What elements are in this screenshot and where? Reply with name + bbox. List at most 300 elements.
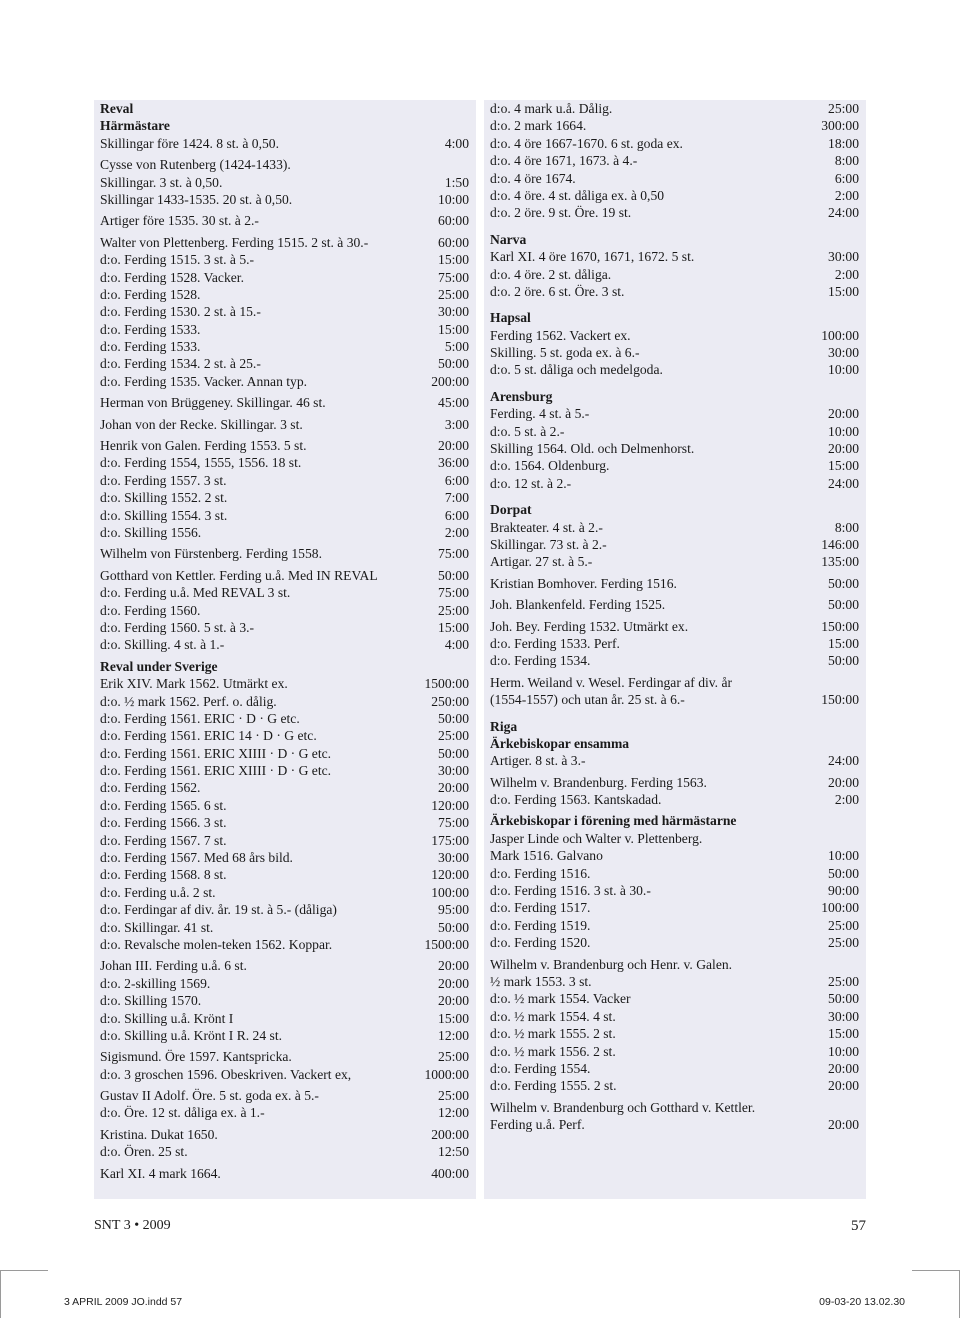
- list-item: [100, 394, 470, 411]
- list-item: [100, 156, 470, 173]
- item-description: d:o. Ferding 1516.: [490, 865, 591, 881]
- item-description: d:o. Ferding 1528.: [100, 286, 201, 302]
- item-description: Wilhelm v. Brandenburg och Gotthard v. Kettler.: [490, 1099, 756, 1115]
- item-description: d:o. Ferding 1561. ERIC XIIII · D · G etc.: [100, 763, 332, 779]
- item-description: d:o. ½ mark 1554. Vacker: [490, 991, 631, 1007]
- item-price: 25:00: [438, 1088, 469, 1104]
- item-description: d:o. Skillingar. 41 st.: [100, 919, 214, 935]
- item-price: 75:00: [438, 585, 469, 601]
- section-heading: Ärkebiskopar ensamma: [490, 735, 630, 751]
- item-description: d:o. Ferding u.å. 2 st.: [100, 884, 216, 900]
- item-description: Erik XIV. Mark 1562. Utmärkt ex.: [100, 676, 288, 692]
- list-item: [100, 1126, 470, 1143]
- list-item: [100, 269, 470, 286]
- section-heading: Härmästare: [100, 118, 170, 134]
- list-item: [490, 170, 860, 187]
- item-description: d:o. Ferding 1561. ERIC 14 · D · G etc.: [100, 728, 317, 744]
- list-item: [490, 774, 860, 791]
- item-price: 15:00: [828, 635, 859, 651]
- slug-filename: 3 APRIL 2009 JO.indd 57: [64, 1296, 183, 1308]
- item-price: 20:00: [828, 1117, 859, 1133]
- item-description: Kristian Bomhover. Ferding 1516.: [490, 575, 677, 591]
- item-description: Herman von Brüggeney. Skillingar. 46 st.: [100, 395, 326, 411]
- list-item: [490, 934, 860, 951]
- item-description: d:o. Ferding 1515. 3 st. à 5.-: [100, 252, 255, 268]
- item-description: d:o. Skilling 1570.: [100, 993, 202, 1009]
- item-price: 250:00: [431, 693, 469, 709]
- item-price: 20:00: [438, 958, 469, 974]
- spacer: [490, 300, 860, 309]
- item-description: d:o. Ören. 25 st.: [100, 1144, 188, 1160]
- crop-mark: [0, 1270, 48, 1271]
- item-price: 8:00: [834, 153, 859, 169]
- item-description: Skillingar före 1424. 8 st. à 0,50.: [100, 135, 279, 151]
- item-description: Karl XI. 4 mark 1664.: [100, 1165, 221, 1181]
- spacer: [490, 709, 860, 718]
- item-description: d:o. 1564. Oldenburg.: [490, 458, 610, 474]
- section-heading: Hapsal: [490, 310, 531, 326]
- item-price: 1:50: [444, 174, 469, 190]
- item-price: 12:00: [438, 1027, 469, 1043]
- list-item: [100, 636, 470, 653]
- item-description: Henrik von Galen. Ferding 1553. 5 st.: [100, 438, 307, 454]
- list-item: [100, 489, 470, 506]
- list-item: [490, 917, 860, 934]
- item-price: 60:00: [438, 234, 469, 250]
- list-item: [100, 901, 470, 918]
- item-description: d:o. 4 öre 1671, 1673. à 4.-: [490, 153, 638, 169]
- list-item: [100, 251, 470, 268]
- item-description: Walter von Plettenberg. Ferding 1515. 2 st. à 30.-: [100, 234, 369, 250]
- list-item: [100, 234, 470, 251]
- item-price: 20:00: [828, 1060, 859, 1076]
- section-heading: Arensburg: [490, 388, 553, 404]
- list-item: [490, 266, 860, 283]
- list-item: [490, 1116, 860, 1133]
- item-description: d:o. 2 mark 1664.: [490, 118, 587, 134]
- item-price: [469, 156, 470, 173]
- item-description: d:o. 4 öre. 4 st. dåliga ex. à 0,50: [490, 187, 665, 203]
- item-description: d:o. Ferding 1562.: [100, 780, 201, 796]
- item-description: d:o. Ferdingar af div. år. 19 st. à 5.- (dåliga): [100, 902, 337, 918]
- list-item: [490, 519, 860, 536]
- item-description: Cysse von Rutenberg (1424-1433).: [100, 157, 291, 173]
- item-price: 20:00: [438, 780, 469, 796]
- list-item: [490, 865, 860, 882]
- list-item: [490, 575, 860, 592]
- list-item: [100, 693, 470, 710]
- item-price: 200:00: [431, 373, 469, 389]
- item-price: [859, 956, 860, 973]
- list-item: [100, 745, 470, 762]
- item-description: Johan III. Ferding u.å. 6 st.: [100, 958, 247, 974]
- list-item: [490, 475, 860, 492]
- list-item: [100, 1087, 470, 1104]
- list-item: [100, 832, 470, 849]
- item-price: 150:00: [821, 618, 859, 634]
- section-heading: Ärkebiskopar i förening med härmästarne: [490, 813, 737, 829]
- item-price: 2:00: [834, 792, 859, 808]
- item-price: 12:50: [438, 1144, 469, 1160]
- item-price: 2:00: [444, 524, 469, 540]
- item-price: 20:00: [438, 975, 469, 991]
- item-description: d:o. ½ mark 1555. 2 st.: [490, 1026, 616, 1042]
- item-description: d:o. Skilling 1556.: [100, 524, 202, 540]
- list-item: [490, 752, 860, 769]
- list-item: [100, 454, 470, 471]
- item-price: 7:00: [444, 490, 469, 506]
- item-description: d:o. Ferding 1560. 5 st. à 3.-: [100, 619, 255, 635]
- list-item: [100, 866, 470, 883]
- left-column: [94, 100, 476, 1199]
- item-price: 75:00: [438, 269, 469, 285]
- list-item: [490, 283, 860, 300]
- spacer: [490, 379, 860, 388]
- list-item: [100, 992, 470, 1009]
- list-item: [100, 416, 470, 433]
- list-item: [100, 191, 470, 208]
- list-item: [490, 791, 860, 808]
- list-item: [490, 899, 860, 916]
- item-price: 25:00: [438, 728, 469, 744]
- item-description: d:o. Ferding 1555. 2 st.: [490, 1078, 617, 1094]
- item-description: d:o. Ferding 1519.: [490, 917, 591, 933]
- list-item: [490, 1025, 860, 1042]
- list-item: [100, 545, 470, 562]
- item-price: 95:00: [438, 902, 469, 918]
- item-price: 15:00: [828, 283, 859, 299]
- list-item: [490, 847, 860, 864]
- list-item: [100, 321, 470, 338]
- item-price: 20:00: [828, 441, 859, 457]
- item-price: 24:00: [828, 753, 859, 769]
- item-description: Artigar. 27 st. à 5.-: [490, 554, 593, 570]
- item-price: 400:00: [431, 1165, 469, 1181]
- item-price: 75:00: [438, 546, 469, 562]
- item-price: 30:00: [438, 763, 469, 779]
- item-description: Wilhelm von Fürstenberg. Ferding 1558.: [100, 546, 322, 562]
- item-description: ½ mark 1553. 3 st.: [490, 973, 592, 989]
- item-description: d:o. ½ mark 1556. 2 st.: [490, 1043, 616, 1059]
- list-item: [100, 762, 470, 779]
- list-item: [490, 204, 860, 221]
- list-item: [100, 619, 470, 636]
- list-item: [100, 936, 470, 953]
- item-description: d:o. 3 groschen 1596. Obeskriven. Vackert ex,: [100, 1066, 352, 1082]
- list-item: [100, 919, 470, 936]
- item-price: 25:00: [438, 286, 469, 302]
- item-description: d:o. Ferding 1517.: [490, 900, 591, 916]
- list-item: [100, 727, 470, 744]
- item-description: d:o. Ferding 1533.: [100, 339, 201, 355]
- item-price: 50:00: [438, 356, 469, 372]
- item-price: 25:00: [438, 1049, 469, 1065]
- item-price: 15:00: [438, 252, 469, 268]
- item-description: d:o. 12 st. à 2.-: [490, 475, 572, 491]
- list-item: [490, 1060, 860, 1077]
- list-item: [490, 423, 860, 440]
- item-description: Johan von der Recke. Skillingar. 3 st.: [100, 416, 303, 432]
- item-description: Ferding. 4 st. à 5.-: [490, 406, 590, 422]
- list-item: [490, 973, 860, 990]
- item-description: d:o. Skilling. 4 st. à 1.-: [100, 637, 225, 653]
- list-item: [100, 212, 470, 229]
- item-price: 50:00: [438, 567, 469, 583]
- list-item: [100, 1066, 470, 1083]
- item-price: 30:00: [828, 249, 859, 265]
- item-price: 20:00: [828, 774, 859, 790]
- item-price: 45:00: [438, 395, 469, 411]
- list-item: [490, 536, 860, 553]
- item-price: 75:00: [438, 815, 469, 831]
- item-price: 30:00: [828, 1008, 859, 1024]
- item-price: [859, 1099, 860, 1116]
- item-description: d:o. Ferding 1535. Vacker. Annan typ.: [100, 373, 308, 389]
- list-item: [100, 1048, 470, 1065]
- item-description: d:o. 2 öre. 6 st. Öre. 3 st.: [490, 283, 625, 299]
- item-price: 12:00: [438, 1105, 469, 1121]
- item-description: Gustav II Adolf. Öre. 5 st. goda ex. à 5.-: [100, 1088, 319, 1104]
- item-description: Wilhelm v. Brandenburg. Ferding 1563.: [490, 774, 707, 790]
- item-description: Skilling. 5 st. goda ex. à 6.-: [490, 345, 640, 361]
- list-item: [490, 327, 860, 344]
- item-description: d:o. Ferding 1565. 6 st.: [100, 797, 227, 813]
- item-price: 25:00: [828, 101, 859, 116]
- item-description: d:o. Skilling u.å. Krönt I R. 24 st.: [100, 1027, 283, 1043]
- item-price: 120:00: [431, 797, 469, 813]
- item-price: 25:00: [828, 935, 859, 951]
- list-item: [100, 355, 470, 372]
- list-item: [100, 1104, 470, 1121]
- item-description: Skillingar. 3 st. à 0,50.: [100, 174, 223, 190]
- item-price: 175:00: [431, 832, 469, 848]
- item-description: d:o. Revalsche molen-teken 1562. Koppar.: [100, 936, 333, 952]
- list-item: [490, 635, 860, 652]
- item-price: 10:00: [438, 191, 469, 207]
- list-item: [100, 797, 470, 814]
- item-description: Sigismund. Öre 1597. Kantspricka.: [100, 1049, 292, 1065]
- item-price: 25:00: [828, 973, 859, 989]
- item-description: d:o. ½ mark 1562. Perf. o. dålig.: [100, 693, 277, 709]
- item-description: d:o. Ferding 1528. Vacker.: [100, 269, 244, 285]
- list-item: [100, 373, 470, 390]
- item-description: d:o. Ferding 1516. 3 st. à 30.-: [490, 883, 651, 899]
- list-item: [100, 1143, 470, 1160]
- item-description: d:o. Skilling u.å. Krönt I: [100, 1010, 234, 1026]
- item-price: 135:00: [821, 554, 859, 570]
- item-description: d:o. Ferding 1554.: [490, 1060, 591, 1076]
- item-price: 100:00: [821, 900, 859, 916]
- item-description: d:o. Skilling 1552. 2 st.: [100, 490, 228, 506]
- item-description: d:o. Ferding 1567. 7 st.: [100, 832, 227, 848]
- item-description: d:o. Ferding 1568. 8 st.: [100, 867, 227, 883]
- item-price: 15:00: [828, 458, 859, 474]
- list-item: [100, 1027, 470, 1044]
- item-price: 30:00: [828, 345, 859, 361]
- item-description: d:o. 4 öre. 2 st. dåliga.: [490, 266, 612, 282]
- item-description: d:o. Ferding 1530. 2 st. à 15.-: [100, 304, 261, 320]
- list-item: [490, 344, 860, 361]
- list-item: [490, 691, 860, 708]
- crop-mark: [0, 1270, 1, 1318]
- item-price: 50:00: [438, 919, 469, 935]
- item-description: d:o. Ferding 1520.: [490, 935, 591, 951]
- list-item: [100, 338, 470, 355]
- item-description: d:o. 5 st. à 2.-: [490, 423, 565, 439]
- section-heading: Dorpat: [490, 502, 532, 518]
- list-item: [100, 286, 470, 303]
- list-item: [100, 710, 470, 727]
- item-price: 100:00: [431, 884, 469, 900]
- item-description: d:o. 4 mark u.å. Dålig.: [490, 101, 613, 116]
- list-item: [490, 457, 860, 474]
- item-price: 20:00: [828, 1078, 859, 1094]
- item-price: 100:00: [821, 327, 859, 343]
- list-item: [490, 1077, 860, 1094]
- crop-mark: [912, 1270, 960, 1271]
- item-description: d:o. 2 öre. 9 st. Öre. 19 st.: [490, 205, 632, 221]
- item-description: Skillingar. 73 st. à 2.-: [490, 536, 607, 552]
- item-price: 24:00: [828, 475, 859, 491]
- item-description: d:o. Ferding 1561. ERIC · D · G etc.: [100, 710, 300, 726]
- item-price: 6:00: [444, 507, 469, 523]
- list-item: [490, 100, 860, 117]
- list-item: [100, 174, 470, 191]
- item-price: 30:00: [438, 850, 469, 866]
- list-item: [490, 618, 860, 635]
- list-item: [100, 814, 470, 831]
- item-description: d:o. Ferding 1533. Perf.: [490, 635, 620, 651]
- item-description: d:o. 2-skilling 1569.: [100, 975, 211, 991]
- item-price: 200:00: [431, 1126, 469, 1142]
- list-item: [490, 117, 860, 134]
- list-item: [100, 567, 470, 584]
- item-price: 50:00: [828, 865, 859, 881]
- list-item: [100, 1165, 470, 1182]
- item-price: 25:00: [438, 602, 469, 618]
- item-price: 1500:00: [424, 676, 469, 692]
- item-description: Artiger. 8 st. à 3.-: [490, 753, 586, 769]
- list-item: [100, 507, 470, 524]
- item-description: (1554-1557) och utan år. 25 st. à 6.-: [490, 692, 685, 708]
- item-price: 15:00: [438, 1010, 469, 1026]
- item-description: Herm. Weiland v. Wesel. Ferdingar af div. år: [490, 674, 733, 690]
- item-price: 3:00: [444, 416, 469, 432]
- item-price: 1000:00: [424, 1066, 469, 1082]
- item-price: 60:00: [438, 213, 469, 229]
- item-price: 30:00: [438, 304, 469, 320]
- item-description: Joh. Bey. Ferding 1532. Utmärkt ex.: [490, 618, 689, 634]
- item-price: 1500:00: [424, 936, 469, 952]
- item-price: 90:00: [828, 883, 859, 899]
- item-description: d:o. 4 öre 1674.: [490, 170, 576, 186]
- list-item: [100, 303, 470, 320]
- section-heading: Reval under Sverige: [100, 658, 218, 674]
- item-description: d:o. Ferding 1534.: [490, 653, 591, 669]
- item-price: 10:00: [828, 423, 859, 439]
- list-item: [100, 437, 470, 454]
- item-price: 50:00: [438, 710, 469, 726]
- list-item: [490, 1043, 860, 1060]
- spacer: [490, 222, 860, 231]
- slug-timestamp: 09-03-20 13.02.30: [819, 1296, 905, 1308]
- item-description: d:o. Ferding 1557. 3 st.: [100, 472, 227, 488]
- item-price: 50:00: [828, 653, 859, 669]
- item-price: [859, 674, 860, 691]
- item-price: 20:00: [828, 406, 859, 422]
- item-price: 18:00: [828, 135, 859, 151]
- item-price: 15:00: [438, 619, 469, 635]
- item-description: d:o. ½ mark 1554. 4 st.: [490, 1008, 616, 1024]
- item-price: 6:00: [834, 170, 859, 186]
- item-price: 50:00: [828, 597, 859, 613]
- item-price: 24:00: [828, 205, 859, 221]
- list-item: [490, 1008, 860, 1025]
- item-price: 10:00: [828, 1043, 859, 1059]
- item-description: d:o. 5 st. dåliga och medelgoda.: [490, 362, 663, 378]
- journal-label: SNT 3 • 2009: [94, 1218, 171, 1233]
- item-price: 6:00: [444, 472, 469, 488]
- page-number: 57: [851, 1218, 866, 1234]
- item-price: [859, 830, 860, 847]
- item-price: 120:00: [431, 867, 469, 883]
- list-item: [490, 830, 860, 847]
- item-price: 150:00: [821, 692, 859, 708]
- item-description: Artiger före 1535. 30 st. à 2.-: [100, 213, 259, 229]
- list-item: [490, 440, 860, 457]
- list-item: [490, 882, 860, 899]
- item-price: 15:00: [438, 321, 469, 337]
- item-description: d:o. Ferding 1534. 2 st. à 25.-: [100, 356, 261, 372]
- item-description: Mark 1516. Galvano: [490, 848, 603, 864]
- item-price: 50:00: [828, 575, 859, 591]
- section-heading: Reval: [100, 101, 134, 116]
- item-price: 4:00: [444, 135, 469, 151]
- right-column: [484, 100, 866, 1199]
- item-price: 50:00: [828, 991, 859, 1007]
- item-price: 25:00: [828, 917, 859, 933]
- item-description: Brakteater. 4 st. à 2.-: [490, 519, 603, 535]
- item-price: 36:00: [438, 455, 469, 471]
- item-description: Ferding u.å. Perf.: [490, 1117, 585, 1133]
- list-item: [100, 524, 470, 541]
- item-description: Gotthard von Kettler. Ferding u.å. Med IN REVAL: [100, 567, 378, 583]
- item-price: 10:00: [828, 362, 859, 378]
- list-item: [100, 957, 470, 974]
- item-description: Skillingar 1433-1535. 20 st. à 0,50.: [100, 191, 293, 207]
- list-item: [490, 405, 860, 422]
- item-price: 146:00: [821, 536, 859, 552]
- list-item: [100, 472, 470, 489]
- item-description: d:o. Ferding 1561. ERIC XIIII · D · G etc.: [100, 745, 332, 761]
- spacer: [490, 492, 860, 501]
- item-description: d:o. Ferding 1533.: [100, 321, 201, 337]
- list-item: [490, 553, 860, 570]
- list-item: [100, 975, 470, 992]
- item-description: Karl XI. 4 öre 1670, 1671, 1672. 5 st.: [490, 249, 695, 265]
- list-item: [490, 152, 860, 169]
- item-description: d:o. Ferding 1566. 3 st.: [100, 815, 227, 831]
- section-heading: Narva: [490, 231, 527, 247]
- item-description: d:o. Öre. 12 st. dåliga ex. à 1.-: [100, 1105, 265, 1121]
- list-item: [100, 584, 470, 601]
- item-description: d:o. Ferding u.å. Med REVAL 3 st.: [100, 585, 291, 601]
- item-description: Skilling 1564. Old. och Delmenhorst.: [490, 441, 695, 457]
- list-item: [490, 135, 860, 152]
- list-item: [100, 849, 470, 866]
- list-item: [100, 135, 470, 152]
- list-item: [100, 779, 470, 796]
